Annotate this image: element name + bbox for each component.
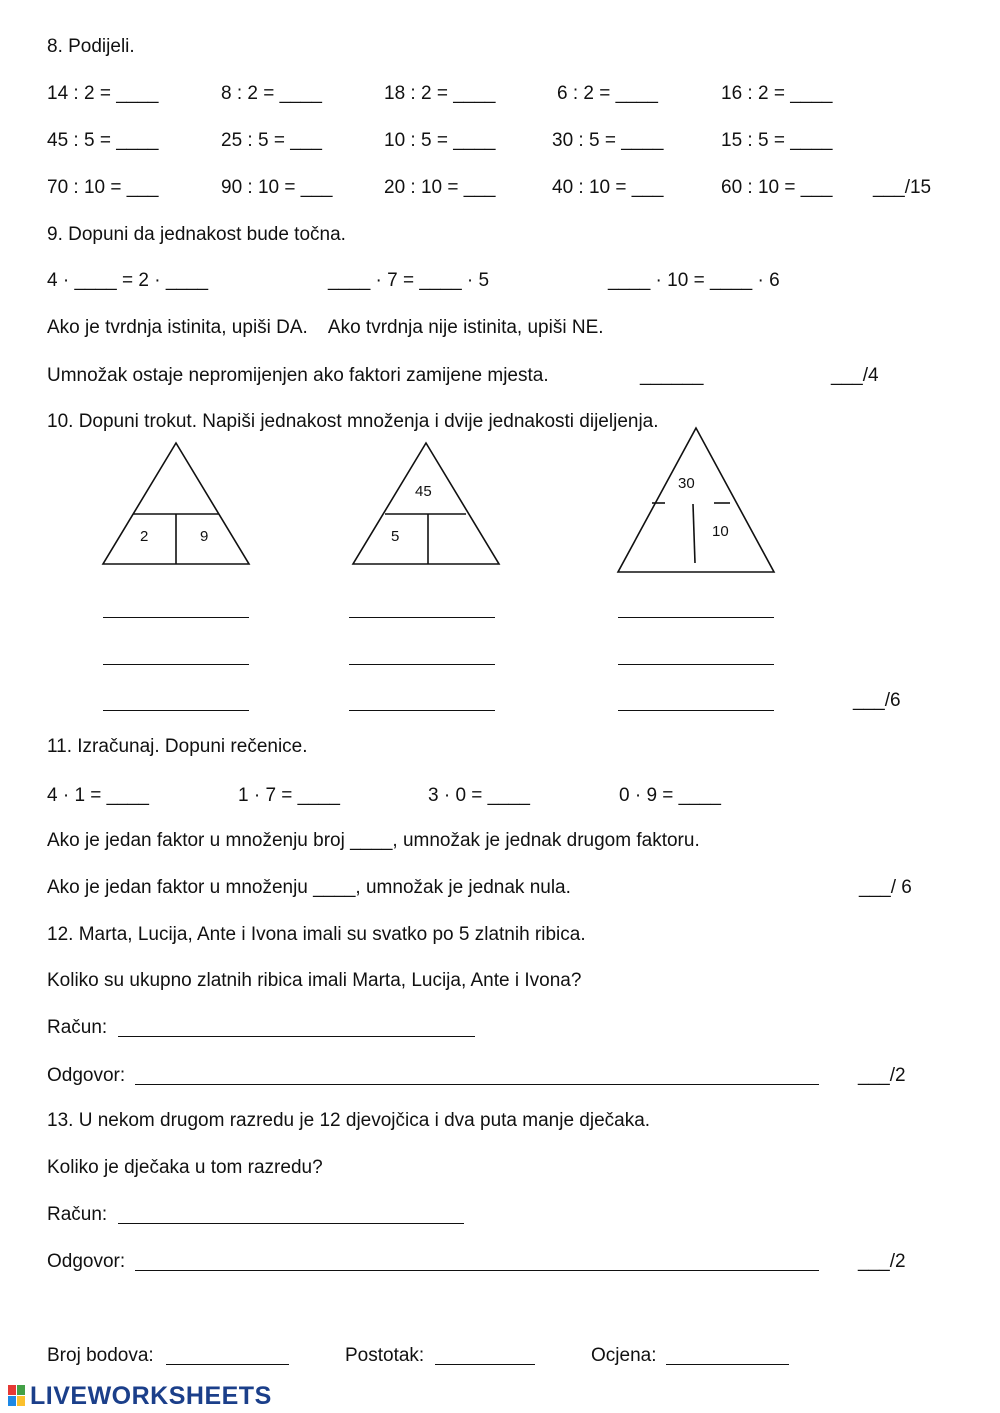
triangle-2 — [353, 443, 499, 564]
tri2-left-value: 5 — [391, 528, 400, 545]
triangle-3-split — [693, 504, 695, 563]
q8-r3-c4: 40 : 10 = ___ — [552, 177, 664, 198]
q8-r3-c3: 20 : 10 = ___ — [384, 177, 496, 198]
q10-score: ___/6 — [853, 690, 901, 711]
q11-title: 11. Izračunaj. Dopuni rečenice. — [47, 736, 308, 757]
q13-answer-line[interactable] — [135, 1270, 819, 1271]
q12-title: 12. Marta, Lucija, Ante i Ivona imali su svatko po 5 zlatnih ribica. — [47, 924, 586, 945]
q9-eq2: ____ · 7 = ____ · 5 — [328, 270, 490, 291]
q9-eq3: ____ · 10 = ____ · 6 — [608, 270, 780, 291]
q10-answer-line[interactable] — [103, 710, 249, 711]
tri3-top-value: 30 — [678, 475, 695, 492]
q10-answer-line[interactable] — [349, 617, 495, 618]
q12-score: ___/2 — [858, 1065, 906, 1086]
tri2-top-value: 45 — [415, 483, 432, 500]
tri1-right-value: 9 — [200, 528, 209, 545]
q9-title: 9. Dopuni da jednakost bude točna. — [47, 224, 346, 245]
q10-title: 10. Dopuni trokut. Napiši jednakost množenja i dvije jednakosti dijeljenja. — [47, 411, 659, 432]
q11-score: ___/ 6 — [859, 877, 912, 898]
points-label: Broj bodova: — [47, 1345, 154, 1366]
q8-r2-c2: 25 : 5 = ___ — [221, 130, 322, 151]
q10-answer-line[interactable] — [103, 664, 249, 665]
q9-statement: Umnožak ostaje nepromijenjen ako faktori zamijene mjesta. — [47, 365, 549, 386]
q10-answer-line[interactable] — [349, 664, 495, 665]
q9-eq1: 4 · ____ = 2 · ____ — [47, 270, 209, 291]
q8-r1-c1: 14 : 2 = ____ — [47, 83, 159, 104]
q8-r1-c5: 16 : 2 = ____ — [721, 83, 833, 104]
points-line[interactable] — [166, 1364, 289, 1365]
q10-answer-line[interactable] — [349, 710, 495, 711]
q13-calc-label: Račun: — [47, 1204, 108, 1225]
q10-answer-line[interactable] — [618, 710, 774, 711]
q8-r3-c5: 60 : 10 = ___ — [721, 177, 833, 198]
grade-line[interactable] — [666, 1364, 789, 1365]
tri1-left-value: 2 — [140, 528, 149, 545]
brand-text: LIVEWORKSHEETS — [30, 1382, 272, 1410]
q8-r1-c4: 6 : 2 = ____ — [557, 83, 658, 104]
q11-sentence2: Ako je jedan faktor u množenju ____, umnožak je jednak nula. — [47, 877, 571, 898]
q13-answer-label: Odgovor: — [47, 1251, 126, 1272]
q8-r2-c4: 30 : 5 = ____ — [552, 130, 664, 151]
q8-r3-c1: 70 : 10 = ___ — [47, 177, 159, 198]
q12-answer-line[interactable] — [135, 1084, 819, 1085]
q8-r2-c5: 15 : 5 = ____ — [721, 130, 833, 151]
q12-calc-label: Račun: — [47, 1017, 108, 1038]
q13-score: ___/2 — [858, 1251, 906, 1272]
q8-r2-c3: 10 : 5 = ____ — [384, 130, 496, 151]
q11-ex4: 0 · 9 = ____ — [619, 785, 721, 806]
q9-answer-blank[interactable]: ______ — [640, 365, 704, 386]
q8-r3-c2: 90 : 10 = ___ — [221, 177, 333, 198]
q8-r1-c3: 18 : 2 = ____ — [384, 83, 496, 104]
q11-ex1: 4 · 1 = ____ — [47, 785, 149, 806]
q13-question: Koliko je dječaka u tom razredu? — [47, 1157, 323, 1178]
q12-answer-label: Odgovor: — [47, 1065, 126, 1086]
q11-ex3: 3 · 0 = ____ — [428, 785, 530, 806]
q12-question: Koliko su ukupno zlatnih ribica imali Marta, Lucija, Ante i Ivona? — [47, 970, 582, 991]
q13-title: 13. U nekom drugom razredu je 12 djevojčica i dva puta manje dječaka. — [47, 1110, 651, 1131]
grade-label: Ocjena: — [591, 1345, 657, 1366]
percent-line[interactable] — [435, 1364, 535, 1365]
triangle-3 — [618, 428, 774, 572]
percent-label: Postotak: — [345, 1345, 425, 1366]
q9-score: ___/4 — [831, 365, 879, 386]
liveworksheets-logo — [8, 1382, 272, 1411]
q13-calc-line[interactable] — [118, 1223, 464, 1224]
q10-answer-line[interactable] — [103, 617, 249, 618]
q8-score: ___/15 — [873, 177, 932, 198]
q12-calc-line[interactable] — [118, 1036, 475, 1037]
q10-answer-line[interactable] — [618, 617, 774, 618]
q11-sentence1: Ako je jedan faktor u množenju broj ____, umnožak je jednak drugom faktoru. — [47, 830, 700, 851]
liveworksheets-icon — [8, 1385, 26, 1407]
tri3-right-value: 10 — [712, 523, 729, 540]
q11-ex2: 1 · 7 = ____ — [238, 785, 340, 806]
q8-r1-c2: 8 : 2 = ____ — [221, 83, 322, 104]
q9-instruction: Ako je tvrdnja istinita, upiši DA. Ako tvrdnja nije istinita, upiši NE. — [47, 317, 604, 338]
q10-answer-line[interactable] — [618, 664, 774, 665]
q8-r2-c1: 45 : 5 = ____ — [47, 130, 159, 151]
q8-title: 8. Podijeli. — [47, 36, 135, 57]
